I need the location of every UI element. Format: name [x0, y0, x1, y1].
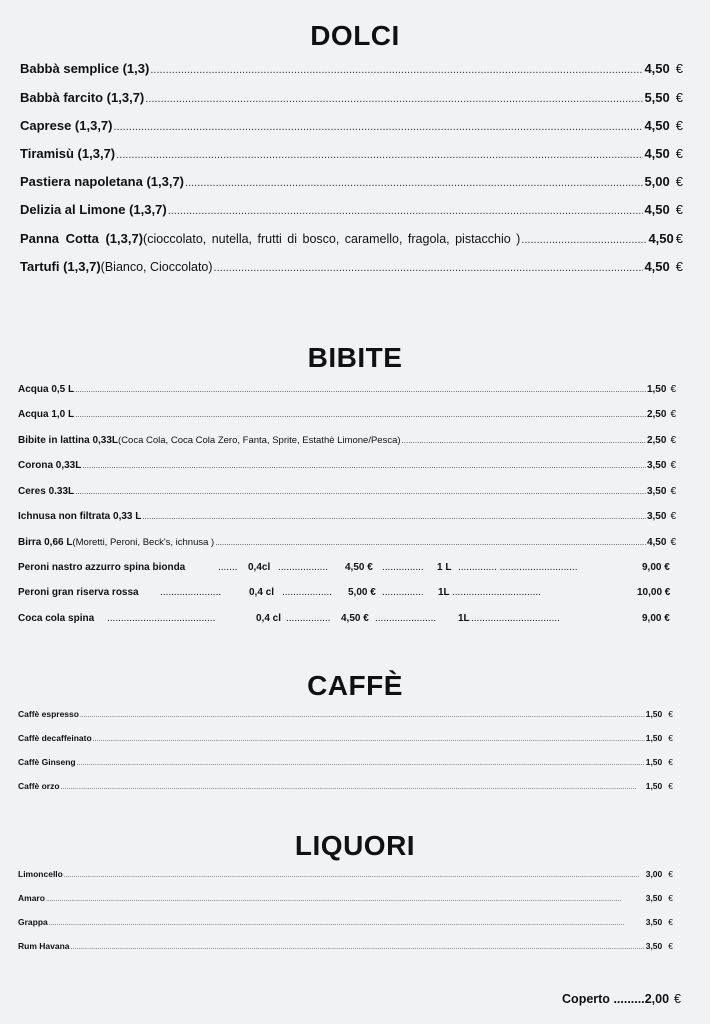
menu-item: [20, 118, 683, 133]
leader-dots: [49, 920, 645, 927]
item-name: Panna Cotta (1,3,7): [20, 231, 144, 246]
coperto-row: [562, 992, 681, 1006]
menu-item: [18, 757, 673, 767]
item-name: Caffè decaffeinato: [18, 733, 92, 743]
leader-dots: .............. ............................: [458, 562, 578, 573]
leader-dots: [61, 784, 645, 791]
leader-dots: [214, 262, 644, 274]
leader-dots: ......................: [375, 613, 437, 624]
leader-dots: [80, 712, 645, 719]
leader-dots: ...............: [382, 562, 424, 573]
item-price: 1,50 €: [646, 384, 676, 395]
menu-item: [18, 869, 673, 879]
menu-item: [18, 486, 676, 497]
item-note: (cioccolato, nutella, frutti di bosco, caramello, fragola, pistacchio ): [143, 232, 521, 246]
item-note: (Bianco, Cioccolato): [100, 260, 213, 274]
leader-dots: [215, 538, 646, 547]
leader-dots: [402, 436, 646, 445]
large-size: 1 L: [437, 562, 452, 573]
item-name: Grappa: [18, 917, 48, 927]
item-name: Caffè espresso: [18, 709, 79, 719]
tap-row: [18, 613, 678, 627]
menu-item: [18, 511, 676, 522]
item-price: 3,50 €: [645, 917, 673, 927]
leader-dots: ......................: [160, 587, 222, 598]
leader-dots: [75, 410, 646, 419]
item-name: Coca cola spina: [18, 613, 95, 624]
leader-dots: [46, 896, 645, 903]
item-name: Acqua 0,5 L: [18, 384, 75, 395]
menu-item: [20, 174, 683, 189]
leader-dots: [114, 121, 644, 133]
leader-dots: [75, 385, 646, 394]
item-price: 3,50 €: [645, 893, 673, 903]
item-name: Tartufi (1,3,7): [20, 259, 101, 274]
coperto-label: Coperto: [562, 992, 610, 1006]
item-name: Babbà farcito (1,3,7): [20, 90, 145, 105]
item-name: Birra 0,66 L: [18, 537, 73, 548]
leader-dots: [145, 93, 643, 105]
leader-dots: ...............: [382, 587, 424, 598]
item-price: 4,50 €: [644, 202, 683, 217]
item-price: 3,50 €: [646, 486, 676, 497]
item-price: 4,50 €: [648, 231, 683, 246]
item-price: 5,50 €: [644, 90, 683, 105]
leader-dots: [116, 149, 643, 161]
item-price: 4,50 €: [644, 118, 683, 133]
menu-item: [20, 202, 683, 217]
item-price: 1,50 €: [645, 709, 673, 719]
leader-dots: [77, 760, 645, 767]
menu-item: [18, 781, 673, 791]
item-price: 4,50 €: [644, 146, 683, 161]
item-name: Delizia al Limone (1,3,7): [20, 202, 167, 217]
leader-dots: [82, 461, 646, 470]
menu-item: [20, 90, 683, 105]
item-name: Bibite in lattina 0,33L: [18, 435, 119, 446]
tap-row: [18, 562, 678, 576]
item-price: 4,50 €: [646, 537, 676, 548]
large-size: 1L: [438, 587, 450, 598]
menu-item: [18, 409, 676, 420]
small-price: 4,50 €: [341, 613, 369, 624]
item-price: 3,50 €: [645, 941, 673, 951]
item-price: 5,00 €: [644, 174, 683, 189]
small-size: 0,4 cl: [249, 587, 275, 598]
menu-item: [18, 893, 673, 903]
menu-item: [18, 384, 676, 395]
menu-item: [18, 733, 673, 743]
item-name: Limoncello: [18, 869, 63, 879]
leader-dots: [521, 234, 647, 246]
tap-row: [18, 587, 678, 601]
item-price: 1,50 €: [645, 733, 673, 743]
menu-item: [18, 460, 676, 471]
currency: €: [674, 992, 681, 1006]
item-name: Tiramisù (1,3,7): [20, 146, 116, 161]
item-name: Caffè Ginseng: [18, 757, 76, 767]
small-size: 0,4 cl: [256, 613, 282, 624]
leader-dots: ................................: [452, 587, 541, 598]
caffe-title: CAFFÈ: [307, 670, 403, 701]
leader-dots: [168, 205, 644, 217]
item-price: 4,50 €: [644, 61, 683, 76]
small-price: 5,00 €: [348, 587, 376, 598]
dolci-title: DOLCI: [310, 20, 400, 51]
leader-dots: [185, 177, 643, 189]
leader-dots: .......................................: [107, 613, 216, 624]
item-name: Pastiera napoletana (1,3,7): [20, 174, 185, 189]
item-price: 2,50 €: [646, 435, 676, 446]
item-price: 3,50 €: [646, 511, 676, 522]
item-name: Babbà semplice (1,3): [20, 61, 150, 76]
item-name: Caprese (1,3,7): [20, 118, 113, 133]
item-price: 3,00 €: [645, 869, 673, 879]
menu-item: [18, 941, 673, 951]
menu-item: [18, 435, 676, 446]
menu-item: [18, 709, 673, 719]
item-name: Corona 0,33L: [18, 460, 82, 471]
leader-dots: .........: [613, 992, 645, 1006]
menu-item: [20, 259, 683, 274]
leader-dots: [93, 736, 645, 743]
item-name: Ichnusa non filtrata 0,33 L: [18, 511, 142, 522]
item-name: Ceres 0.33L: [18, 486, 75, 497]
bibite-title: BIBITE: [307, 342, 403, 373]
item-price: 1,50 €: [645, 757, 673, 767]
small-price: 4,50 €: [345, 562, 373, 573]
leader-dots: [150, 64, 643, 76]
leader-dots: [75, 487, 646, 496]
large-price: 9,00 €: [642, 562, 670, 573]
item-name: Rum Havana: [18, 941, 70, 951]
item-name: Peroni nastro azzurro spina bionda: [18, 562, 186, 573]
menu-item: [20, 61, 683, 76]
large-price: 9,00 €: [642, 613, 670, 624]
item-price: 3,50 €: [646, 460, 676, 471]
menu-item: [18, 917, 673, 927]
leader-dots: [71, 944, 645, 951]
item-price: 4,50 €: [644, 259, 683, 274]
item-note: (Coca Cola, Coca Cola Zero, Fanta, Sprite, Estathè Limone/Pesca): [118, 435, 401, 446]
leader-dots: ..................: [278, 562, 329, 573]
leader-dots: ..................: [282, 587, 333, 598]
item-name: Acqua 1,0 L: [18, 409, 75, 420]
leader-dots: ................................: [471, 613, 560, 624]
menu-item: [20, 146, 683, 161]
small-size: 0,4cl: [248, 562, 271, 573]
item-name: Caffè orzo: [18, 781, 60, 791]
leader-dots: .......: [218, 562, 238, 573]
item-price: 1,50 €: [645, 781, 673, 791]
menu-item: [20, 231, 683, 246]
item-name: Peroni gran riserva rossa: [18, 587, 139, 598]
item-price: 2,50 €: [646, 409, 676, 420]
leader-dots: [64, 872, 645, 879]
leader-dots: [142, 512, 646, 521]
item-note: (Moretti, Peroni, Beck's, ichnusa ): [72, 537, 215, 548]
item-name: Amaro: [18, 893, 45, 903]
coperto-price: 2,00: [644, 992, 670, 1006]
large-size: 1L: [458, 613, 470, 624]
large-price: 10,00 €: [637, 587, 671, 598]
leader-dots: ................: [286, 613, 331, 624]
menu-item: [18, 537, 676, 548]
liquori-title: LIQUORI: [294, 830, 416, 861]
